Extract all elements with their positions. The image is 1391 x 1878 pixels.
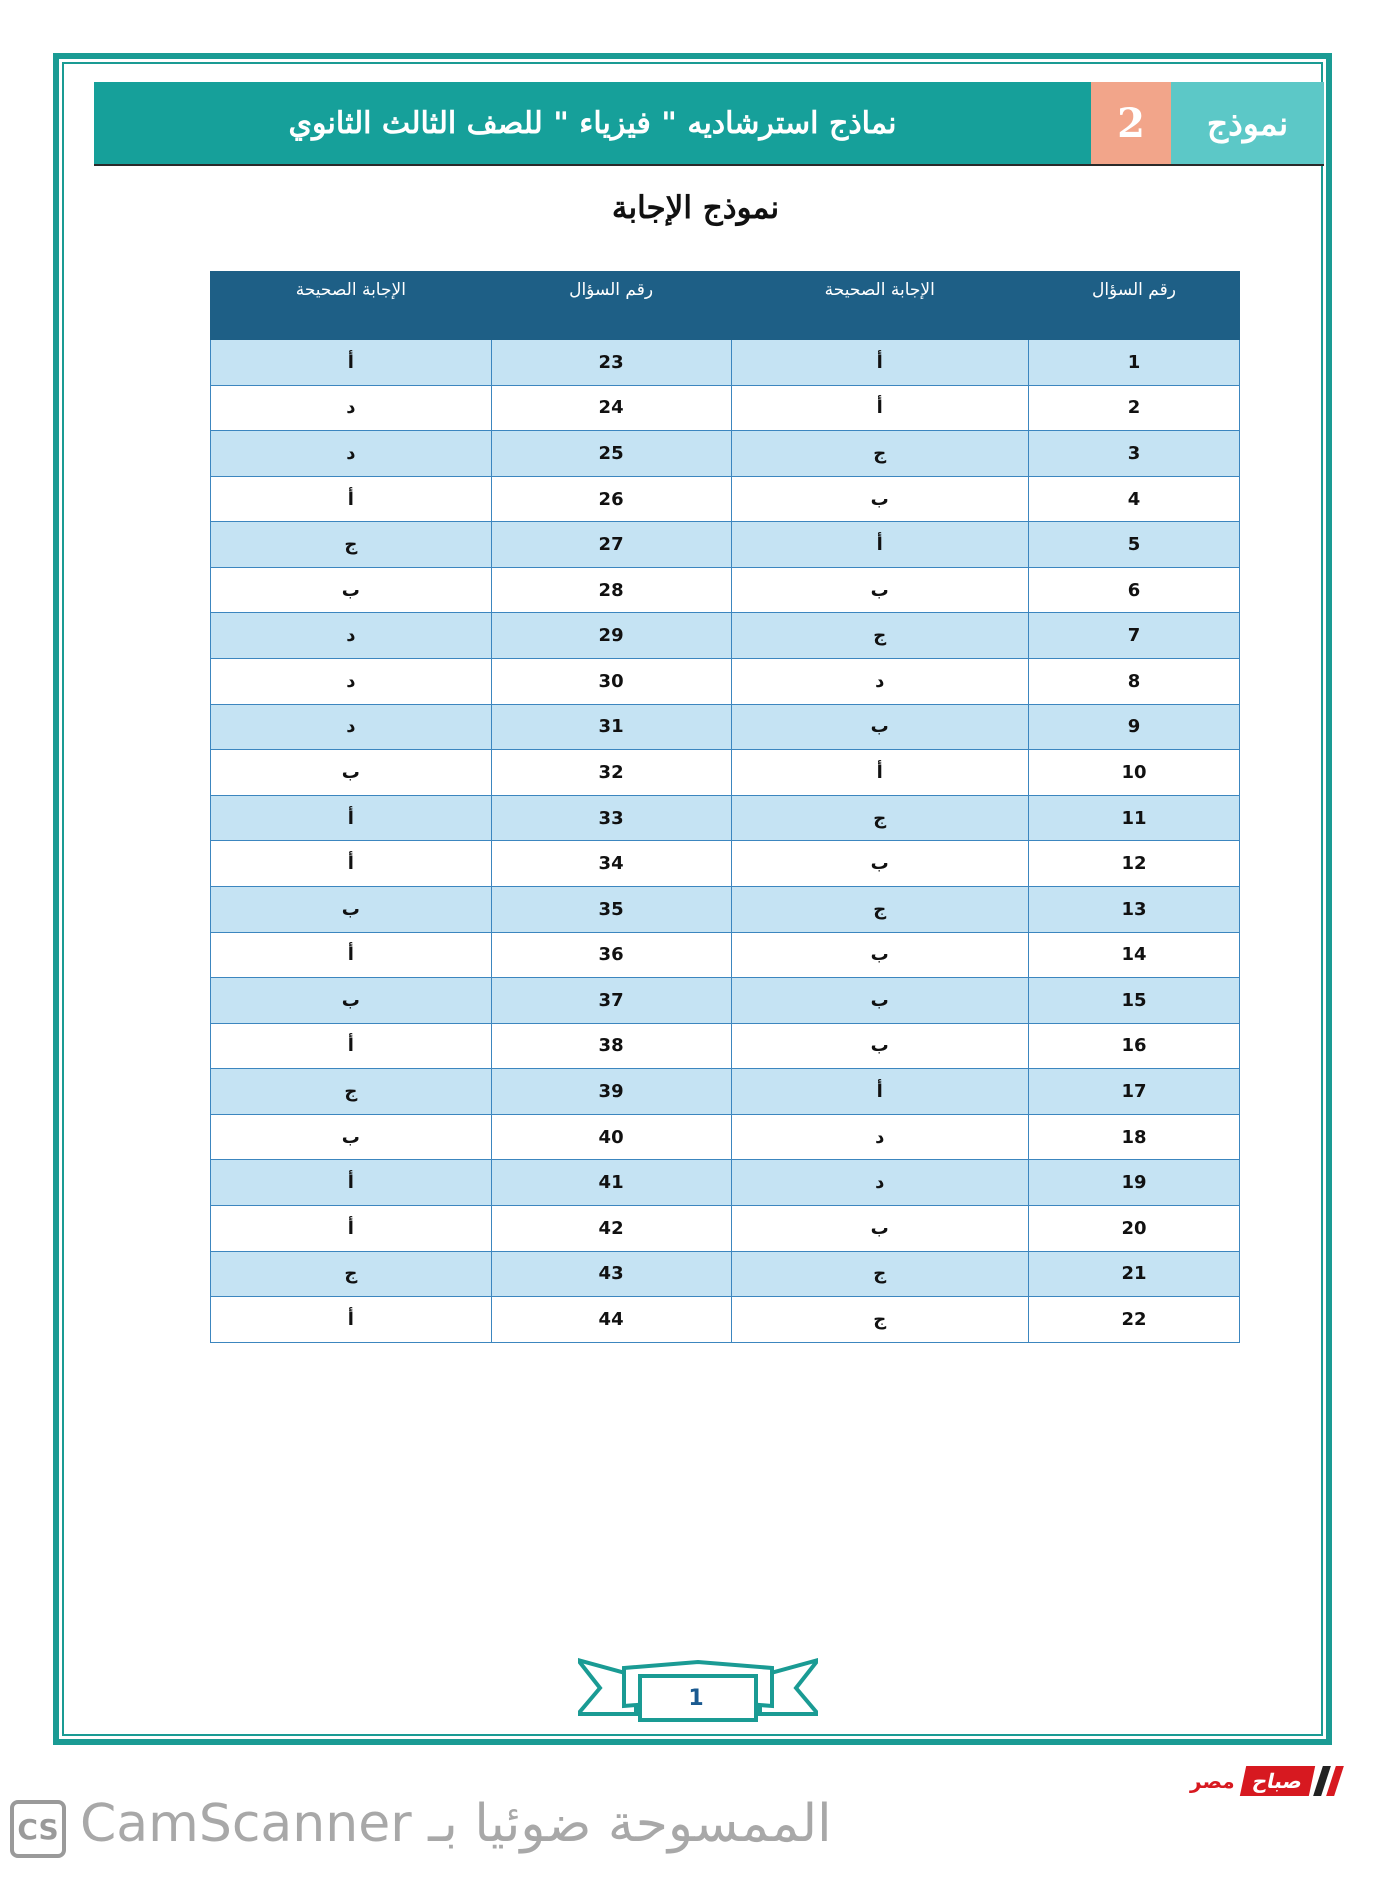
- answer-cell: أ: [211, 1023, 492, 1069]
- question-number-cell: 38: [491, 1023, 731, 1069]
- question-number-cell: 5: [1028, 522, 1239, 568]
- answer-cell: ج: [731, 431, 1028, 477]
- question-number-cell: 31: [491, 704, 731, 750]
- answer-cell: ب: [731, 1205, 1028, 1251]
- answer-cell: ج: [211, 1069, 492, 1115]
- question-number-cell: 1: [1028, 340, 1239, 386]
- camscanner-watermark: الممسوحة ضوئيا بـ CamScanner: [80, 1794, 832, 1854]
- table-row: [211, 750, 1240, 796]
- question-number-cell: 14: [1028, 932, 1239, 978]
- answer-cell: أ: [731, 750, 1028, 796]
- question-number-cell: 23: [491, 340, 731, 386]
- question-number-cell: 2: [1028, 385, 1239, 431]
- answer-cell: ب: [211, 750, 492, 796]
- answer-cell: أ: [211, 340, 492, 386]
- answer-cell: ج: [211, 522, 492, 568]
- question-number-cell: 40: [491, 1114, 731, 1160]
- table-row: [211, 704, 1240, 750]
- table-row: [211, 567, 1240, 613]
- question-number-cell: 25: [491, 431, 731, 477]
- brand-sub-text: مصر: [1190, 1769, 1235, 1793]
- table-row: [211, 1251, 1240, 1297]
- question-number-cell: 28: [491, 567, 731, 613]
- answer-cell: ب: [211, 567, 492, 613]
- answer-cell: د: [731, 659, 1028, 705]
- answer-cell: د: [211, 704, 492, 750]
- answer-cell: د: [211, 659, 492, 705]
- question-number-cell: 29: [491, 613, 731, 659]
- answer-cell: ب: [211, 886, 492, 932]
- question-number-cell: 15: [1028, 978, 1239, 1024]
- answer-cell: ج: [731, 1251, 1028, 1297]
- answer-cell: ب: [211, 1114, 492, 1160]
- answer-cell: ب: [731, 476, 1028, 522]
- page-number: 1: [688, 1685, 704, 1711]
- table-row: [211, 476, 1240, 522]
- question-number-cell: 44: [491, 1297, 731, 1343]
- question-number-cell: 36: [491, 932, 731, 978]
- table-row: [211, 1069, 1240, 1115]
- column-header: الإجابة الصحيحة: [731, 272, 1028, 340]
- question-number-cell: 3: [1028, 431, 1239, 477]
- question-number-cell: 12: [1028, 841, 1239, 887]
- header-band: [94, 82, 1091, 166]
- table-row: [211, 1297, 1240, 1343]
- question-number-cell: 18: [1028, 1114, 1239, 1160]
- header-title: نماذج استرشاديه " فيزياء " للصف الثالث الثانوي: [288, 105, 897, 141]
- question-number-cell: 22: [1028, 1297, 1239, 1343]
- question-number-cell: 6: [1028, 567, 1239, 613]
- table-row: [211, 886, 1240, 932]
- question-number-cell: 26: [491, 476, 731, 522]
- brand-stripes: [1318, 1766, 1339, 1796]
- question-number-cell: 8: [1028, 659, 1239, 705]
- question-number-cell: 43: [491, 1251, 731, 1297]
- table-row: [211, 978, 1240, 1024]
- answer-cell: ب: [731, 978, 1028, 1024]
- answer-key-table: [210, 271, 1240, 1343]
- model-label-badge: نموذج: [1171, 82, 1324, 166]
- answer-cell: أ: [211, 932, 492, 978]
- table-row: [211, 841, 1240, 887]
- question-number-cell: 7: [1028, 613, 1239, 659]
- model-number-badge: 2: [1091, 82, 1171, 166]
- question-number-cell: 34: [491, 841, 731, 887]
- table-row: [211, 795, 1240, 841]
- question-number-cell: 16: [1028, 1023, 1239, 1069]
- table-row: [211, 1114, 1240, 1160]
- brand-main-text: صباح: [1239, 1766, 1315, 1796]
- answer-cell: ب: [731, 932, 1028, 978]
- brand-logo: [1116, 1760, 1339, 1802]
- question-number-cell: 20: [1028, 1205, 1239, 1251]
- question-number-cell: 27: [491, 522, 731, 568]
- answer-cell: أ: [211, 1297, 492, 1343]
- answer-cell: أ: [211, 1205, 492, 1251]
- table-row: [211, 385, 1240, 431]
- table-row: [211, 613, 1240, 659]
- answer-cell: ج: [731, 1297, 1028, 1343]
- answer-cell: أ: [731, 522, 1028, 568]
- answer-cell: ج: [731, 886, 1028, 932]
- answer-key-title: نموذج الإجابة: [611, 190, 780, 226]
- question-number-cell: 35: [491, 886, 731, 932]
- table-row: [211, 1160, 1240, 1206]
- camscanner-logo-icon: CS: [10, 1800, 66, 1858]
- question-number-cell: 19: [1028, 1160, 1239, 1206]
- table-row: [211, 522, 1240, 568]
- question-number-cell: 13: [1028, 886, 1239, 932]
- question-number-cell: 39: [491, 1069, 731, 1115]
- answer-cell: أ: [211, 795, 492, 841]
- question-number-cell: 17: [1028, 1069, 1239, 1115]
- question-number-cell: 42: [491, 1205, 731, 1251]
- column-header: الإجابة الصحيحة: [211, 272, 492, 340]
- question-number-cell: 9: [1028, 704, 1239, 750]
- question-number-cell: 11: [1028, 795, 1239, 841]
- answer-cell: أ: [211, 1160, 492, 1206]
- question-number-cell: 37: [491, 978, 731, 1024]
- question-number-cell: 30: [491, 659, 731, 705]
- question-number-cell: 21: [1028, 1251, 1239, 1297]
- answer-cell: أ: [731, 1069, 1028, 1115]
- answer-cell: ج: [211, 1251, 492, 1297]
- table-row: [211, 659, 1240, 705]
- table-row: [211, 431, 1240, 477]
- answer-cell: أ: [731, 385, 1028, 431]
- answer-cell: د: [211, 385, 492, 431]
- question-number-cell: 10: [1028, 750, 1239, 796]
- answer-cell: ج: [731, 613, 1028, 659]
- table-row: [211, 1023, 1240, 1069]
- table-body: [211, 340, 1240, 1343]
- question-number-cell: 41: [491, 1160, 731, 1206]
- answer-cell: أ: [211, 476, 492, 522]
- question-number-cell: 33: [491, 795, 731, 841]
- table-header-row: [211, 272, 1240, 340]
- column-header: رقم السؤال: [1028, 272, 1239, 340]
- answer-cell: ب: [211, 978, 492, 1024]
- answer-cell: أ: [211, 841, 492, 887]
- answer-cell: د: [731, 1114, 1028, 1160]
- question-number-cell: 32: [491, 750, 731, 796]
- question-number-cell: 24: [491, 385, 731, 431]
- column-header: رقم السؤال: [491, 272, 731, 340]
- table-row: [211, 1205, 1240, 1251]
- answer-cell: د: [211, 431, 492, 477]
- answer-cell: ب: [731, 704, 1028, 750]
- answer-cell: د: [211, 613, 492, 659]
- answer-cell: ب: [731, 1023, 1028, 1069]
- answer-cell: ب: [731, 567, 1028, 613]
- answer-cell: ج: [731, 795, 1028, 841]
- answer-cell: د: [731, 1160, 1028, 1206]
- question-number-cell: 4: [1028, 476, 1239, 522]
- answer-cell: أ: [731, 340, 1028, 386]
- answer-cell: ب: [731, 841, 1028, 887]
- table-row: [211, 340, 1240, 386]
- table-row: [211, 932, 1240, 978]
